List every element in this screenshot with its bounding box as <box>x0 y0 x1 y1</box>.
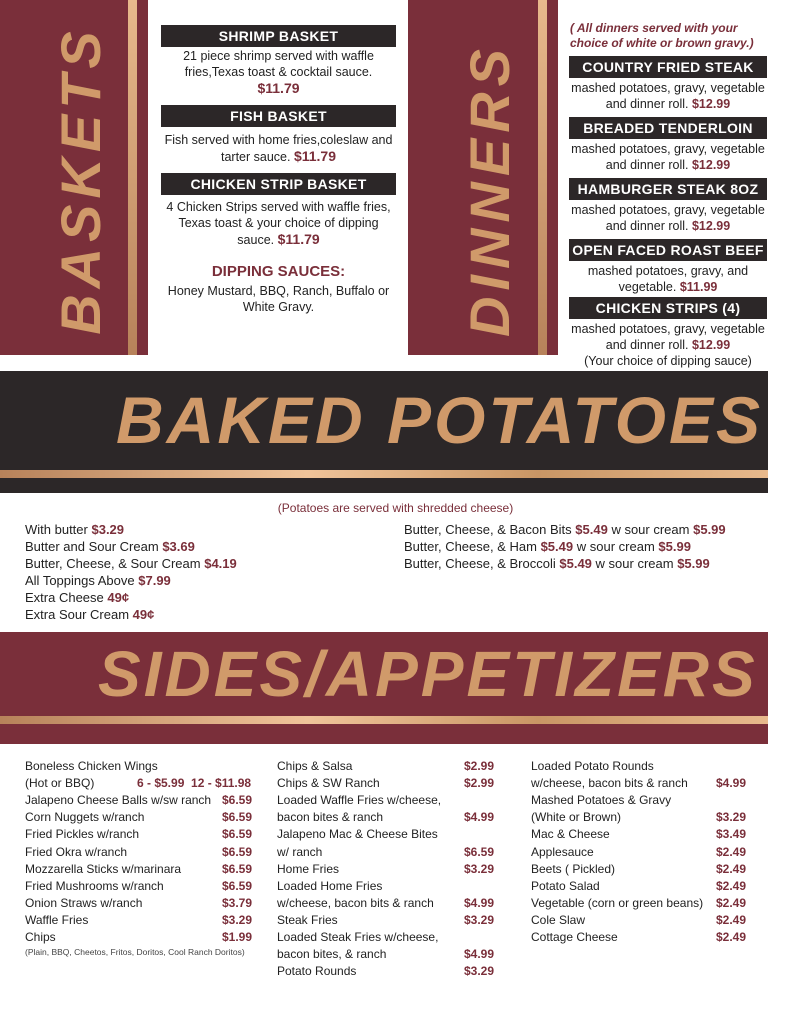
side-item <box>25 913 262 927</box>
potato-price: $5.49 <box>540 539 574 554</box>
chicken-strips-price: $12.99 <box>691 338 731 352</box>
side-item <box>25 930 262 944</box>
side-item <box>277 827 504 841</box>
side-item-label: Potato Rounds <box>277 964 357 979</box>
side-item-label: Waffle Fries <box>25 912 89 927</box>
side-item <box>531 793 756 807</box>
baked-potatoes-title: BAKED POTATOES <box>116 383 764 457</box>
side-item-label: (White or Brown) <box>531 810 622 825</box>
chicken-strips-extra: (Your choice of dipping sauce) <box>584 354 752 368</box>
dinners-panel-title: DINNERS <box>458 42 521 338</box>
country-fried-steak-text: mashed potatoes, gravy, vegetable and dinner roll. <box>571 81 765 111</box>
side-item-price: $6.59 <box>222 861 253 876</box>
fish-basket-price: $11.79 <box>293 148 337 164</box>
chips-note: (Plain, BBQ, Cheetos, Fritos, Doritos, Cool Ranch Doritos) <box>25 947 245 957</box>
chicken-strips-header: CHICKEN STRIPS (4) <box>569 297 767 319</box>
side-item-price: $2.49 <box>716 912 747 927</box>
side-item <box>531 810 756 824</box>
shrimp-basket-desc <box>163 48 394 97</box>
side-item-price: $3.29 <box>464 861 495 876</box>
side-item <box>531 845 756 859</box>
side-item-price: $1.99 <box>222 930 253 944</box>
side-item-price: $2.49 <box>716 930 747 944</box>
chicken-strip-basket-desc <box>163 199 394 248</box>
roast-beef-text: mashed potatoes, gravy, and vegetable. <box>587 264 749 294</box>
fish-basket-text: Fish served with home fries,coleslaw and tarter sauce. <box>164 133 393 164</box>
potato-label: Butter, Cheese, & Bacon Bits <box>404 522 572 537</box>
chicken-strip-basket-price: $11.79 <box>277 231 320 247</box>
potato-item <box>25 539 195 554</box>
side-item-price: $6.59 <box>222 827 253 842</box>
side-item <box>277 930 504 944</box>
breaded-tenderloin-price: $12.99 <box>691 158 731 172</box>
side-item-label: Corn Nuggets w/ranch <box>25 810 145 825</box>
baked-potatoes-stripe <box>0 470 768 478</box>
potato-item <box>25 522 124 537</box>
side-item-label: Vegetable (corn or green beans) <box>531 895 704 910</box>
potatoes-note: (Potatoes are served with shredded cheese) <box>277 501 514 515</box>
side-item-price: $6.59 <box>222 793 253 808</box>
side-item-price: $2.49 <box>716 861 747 876</box>
hamburger-steak-price: $12.99 <box>691 219 731 233</box>
baskets-panel-title: BASKETS <box>49 25 112 335</box>
potato-label: Butter, Cheese, & Sour Cream <box>25 556 201 571</box>
side-item-label: (Hot or BBQ) <box>25 776 95 791</box>
country-fried-steak-desc <box>566 80 770 112</box>
dipping-sauces-title: DIPPING SAUCES: <box>211 263 346 280</box>
potato-label: Butter and Sour Cream <box>25 539 159 554</box>
side-item-price: $2.49 <box>716 878 747 893</box>
fish-basket-desc <box>163 132 394 165</box>
side-item-price: $3.29 <box>716 810 747 825</box>
breaded-tenderloin-text: mashed potatoes, gravy, vegetable and dinner roll. <box>571 142 765 172</box>
side-item-label: Beets ( Pickled) <box>531 861 616 876</box>
side-item-label: Onion Straws w/ranch <box>25 895 143 910</box>
sides-stripe <box>0 716 768 724</box>
potato-label: With butter <box>25 522 88 537</box>
side-item <box>25 793 262 807</box>
potato-item <box>404 539 691 554</box>
potato-item <box>404 522 726 537</box>
side-item-price: $6.59 <box>464 844 495 859</box>
side-item-price: $3.29 <box>222 912 253 927</box>
side-item <box>25 845 262 859</box>
potato-price: 49¢ <box>107 590 130 605</box>
potato-sour-cream-price: $5.99 <box>693 522 726 537</box>
side-item <box>531 759 756 773</box>
side-item-price: $3.29 <box>464 912 495 927</box>
dinners-panel-stripe <box>538 0 547 355</box>
side-item <box>277 776 504 790</box>
side-item-label: Mozzarella Sticks w/marinara <box>25 861 182 876</box>
side-item-price: $2.99 <box>464 759 495 773</box>
side-item-price: $6.59 <box>222 810 253 825</box>
hamburger-steak-text: mashed potatoes, gravy, vegetable and dinner roll. <box>571 203 765 233</box>
side-item-price: $4.99 <box>464 895 495 910</box>
side-item-price: $6.59 <box>222 844 253 859</box>
side-item <box>531 896 756 910</box>
side-item-label: Cole Slaw <box>531 912 586 927</box>
chicken-strip-basket-header: CHICKEN STRIP BASKET <box>161 173 396 195</box>
side-item <box>277 964 504 978</box>
side-item <box>25 879 262 893</box>
side-item-label: w/ ranch <box>277 844 323 859</box>
side-item-label: Chips <box>25 930 56 944</box>
side-item-label: bacon bites & ranch <box>277 810 384 825</box>
side-item-label: Potato Salad <box>531 878 600 893</box>
side-item <box>277 947 504 961</box>
hamburger-steak-desc <box>566 202 770 234</box>
side-item-label: Jalapeno Mac & Cheese Bites <box>277 827 438 842</box>
potato-price: $5.49 <box>575 522 608 537</box>
potato-price: 49¢ <box>132 607 155 622</box>
side-item <box>25 776 262 790</box>
fish-basket-header: FISH BASKET <box>161 105 396 127</box>
side-item <box>277 759 504 773</box>
side-item <box>531 930 756 944</box>
roast-beef-price: $11.99 <box>679 280 718 294</box>
sides-title: SIDES/APPETIZERS <box>98 638 758 710</box>
potato-price: $3.69 <box>162 539 195 554</box>
country-fried-steak-price: $12.99 <box>691 97 731 111</box>
side-item-price: $6.59 <box>222 878 253 893</box>
potato-item <box>25 607 154 622</box>
chicken-strips-text: mashed potatoes, gravy, vegetable and dinner roll. <box>571 322 765 352</box>
potato-price: $3.29 <box>91 522 125 537</box>
potato-sour-cream-price: $5.99 <box>677 556 710 571</box>
potato-label: All Toppings Above <box>25 573 135 588</box>
shrimp-basket-header: SHRIMP BASKET <box>161 25 396 47</box>
potato-sour-cream-price: $5.99 <box>658 539 691 554</box>
chicken-strip-basket-text: 4 Chicken Strips served with waffle fries, Texas toast & your choice of dipping sauce. <box>166 200 391 247</box>
side-item-price: 6 - $5.99 12 - $11.98 <box>137 776 252 791</box>
roast-beef-desc <box>566 263 770 295</box>
side-item-label: Loaded Potato Rounds <box>531 759 654 773</box>
side-item <box>277 862 504 876</box>
potato-price: $5.49 <box>559 556 592 571</box>
side-item <box>277 845 504 859</box>
hamburger-steak-header: HAMBURGER STEAK 8OZ <box>569 178 767 200</box>
side-item-label: Fried Mushrooms w/ranch <box>25 878 164 893</box>
side-item-label: Chips & Salsa <box>277 759 353 773</box>
side-item-label: Home Fries <box>277 861 340 876</box>
potato-label: Extra Cheese <box>25 590 104 605</box>
potato-item <box>25 590 129 605</box>
potato-sour-cream-label: w sour cream <box>576 539 655 554</box>
side-item <box>531 879 756 893</box>
potato-price: $4.19 <box>204 556 237 571</box>
side-item <box>531 827 756 841</box>
side-item <box>531 913 756 927</box>
potato-item <box>25 556 237 571</box>
side-item-label: Boneless Chicken Wings <box>25 759 158 773</box>
side-item-label: Applesauce <box>531 844 594 859</box>
side-item <box>25 896 262 910</box>
side-item-label: Fried Pickles w/ranch <box>25 827 140 842</box>
side-item-label: bacon bites, & ranch <box>277 947 387 962</box>
side-item <box>25 759 262 773</box>
side-item <box>277 913 504 927</box>
dipping-sauces-list: Honey Mustard, BBQ, Ranch, Buffalo or White Gravy. <box>167 284 390 314</box>
side-item <box>277 896 504 910</box>
roast-beef-header: OPEN FACED ROAST BEEF <box>569 239 767 261</box>
side-item <box>25 862 262 876</box>
side-item-price: $2.49 <box>716 844 747 859</box>
potato-label: Butter, Cheese, & Broccoli <box>404 556 556 571</box>
chicken-strips-desc <box>566 321 770 369</box>
potato-item <box>25 573 171 588</box>
side-item-label: Loaded Steak Fries w/cheese, <box>277 930 439 944</box>
side-item-label: Steak Fries <box>277 912 338 927</box>
side-item-label: Fried Okra w/ranch <box>25 844 128 859</box>
breaded-tenderloin-header: BREADED TENDERLOIN <box>569 117 767 139</box>
potato-label: Extra Sour Cream <box>25 607 130 622</box>
side-item-label: Mashed Potatoes & Gravy <box>531 793 672 808</box>
side-item-label: w/cheese, bacon bits & ranch <box>277 895 434 910</box>
side-item-label: Chips & SW Ranch <box>277 776 380 791</box>
potato-price: $7.99 <box>138 573 171 588</box>
side-item-label: Cottage Cheese <box>531 930 618 944</box>
potato-sour-cream-label: w sour cream <box>611 522 690 537</box>
potato-item <box>404 556 710 571</box>
side-item-price: $4.99 <box>716 776 747 791</box>
shrimp-basket-price: $11.79 <box>257 80 300 96</box>
potato-sour-cream-label: w sour cream <box>595 556 674 571</box>
side-item-price: $2.49 <box>716 895 747 910</box>
country-fried-steak-header: COUNTRY FRIED STEAK <box>569 56 767 78</box>
side-item-label: w/cheese, bacon bits & ranch <box>531 776 688 791</box>
side-item-label: Jalapeno Cheese Balls w/sw ranch <box>25 793 212 808</box>
side-item-label: Loaded Waffle Fries w/cheese, <box>277 793 442 808</box>
shrimp-basket-text: 21 piece shrimp served with waffle fries,Texas toast & cocktail sauce. <box>183 49 374 79</box>
baskets-panel-stripe <box>128 0 137 355</box>
side-item-price: $3.29 <box>464 964 495 979</box>
side-item-label: Mac & Cheese <box>531 827 610 842</box>
side-item <box>25 827 262 841</box>
side-item-label: Loaded Home Fries <box>277 878 383 893</box>
dinners-note: ( All dinners served with your choice of white or brown gravy.) <box>570 21 754 50</box>
side-item-price: $3.79 <box>222 895 253 910</box>
side-item-price: $4.99 <box>464 947 495 962</box>
side-item <box>25 810 262 824</box>
side-item <box>531 862 756 876</box>
side-item <box>277 810 504 824</box>
breaded-tenderloin-desc <box>566 141 770 173</box>
side-item-price: $4.99 <box>464 810 495 825</box>
side-item <box>277 879 504 893</box>
side-item-price: $2.99 <box>464 776 495 791</box>
side-item-price: $3.49 <box>716 827 747 842</box>
potato-label: Butter, Cheese, & Ham <box>404 539 537 554</box>
side-item <box>277 793 504 807</box>
side-item <box>531 776 756 790</box>
